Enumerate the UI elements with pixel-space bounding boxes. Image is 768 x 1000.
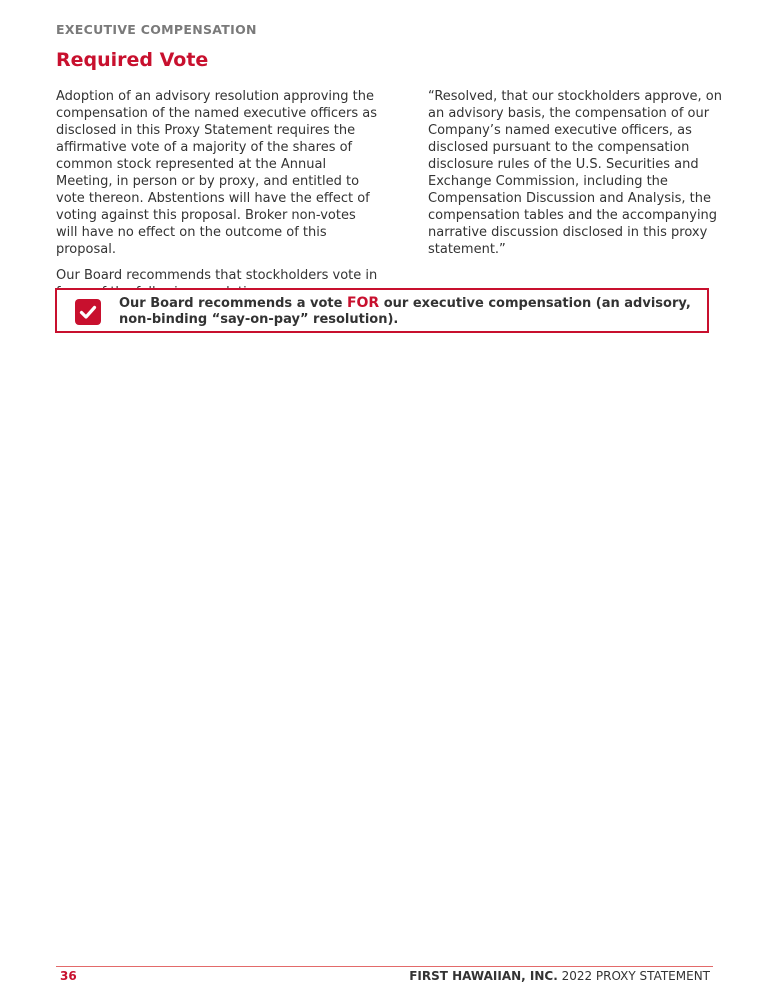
footer-document-name: 2022 PROXY STATEMENT [557, 969, 710, 983]
checkbox-check-icon [75, 299, 101, 325]
footer-divider [56, 966, 713, 967]
page-title: Required Vote [56, 49, 209, 71]
recommendation-callout [55, 288, 709, 333]
required-vote-paragraph: Adoption of an advisory resolution approving the compensation of the named executive officers as disclosed in this Proxy Statement requires the affirmative vote of a majority of the shares of common stock represented at the Annual Meeting, in person or by proxy, and entitled to vote thereon. Abstentions will have the effect of voting against this proposal. Broker non-votes will have no effect on the outcome of this proposal. [56, 89, 378, 257]
footer-document-title [409, 969, 710, 983]
page-number: 36 [60, 969, 77, 983]
footer-company-name: FIRST HAWAIIAN, INC. [409, 969, 558, 983]
callout-text [119, 295, 704, 328]
right-column [428, 88, 728, 267]
left-column [56, 88, 378, 310]
callout-text-after: our executive compensation (an advisory, non-binding “say-on-pay” resolution). [119, 296, 691, 327]
section-header: EXECUTIVE COMPENSATION [56, 22, 257, 37]
board-recommendation-paragraph: Our Board recommends that stockholders vote in [56, 268, 378, 283]
callout-text-before: Our Board recommends a vote [119, 296, 347, 311]
callout-for-emphasis: FOR [346, 295, 380, 311]
resolution-paragraph: “Resolved, that our stockholders approve, on an advisory basis, the compensation of our Company’s named executive officers, as disclosed pursuant to the compensation disclosure rules of the U.S. Securities and Exchange Commission, including the Compensation Discussion and Analysis, the compensation tables and the accompanying narrative discussion disclosed in this proxy statement.” [428, 89, 722, 257]
